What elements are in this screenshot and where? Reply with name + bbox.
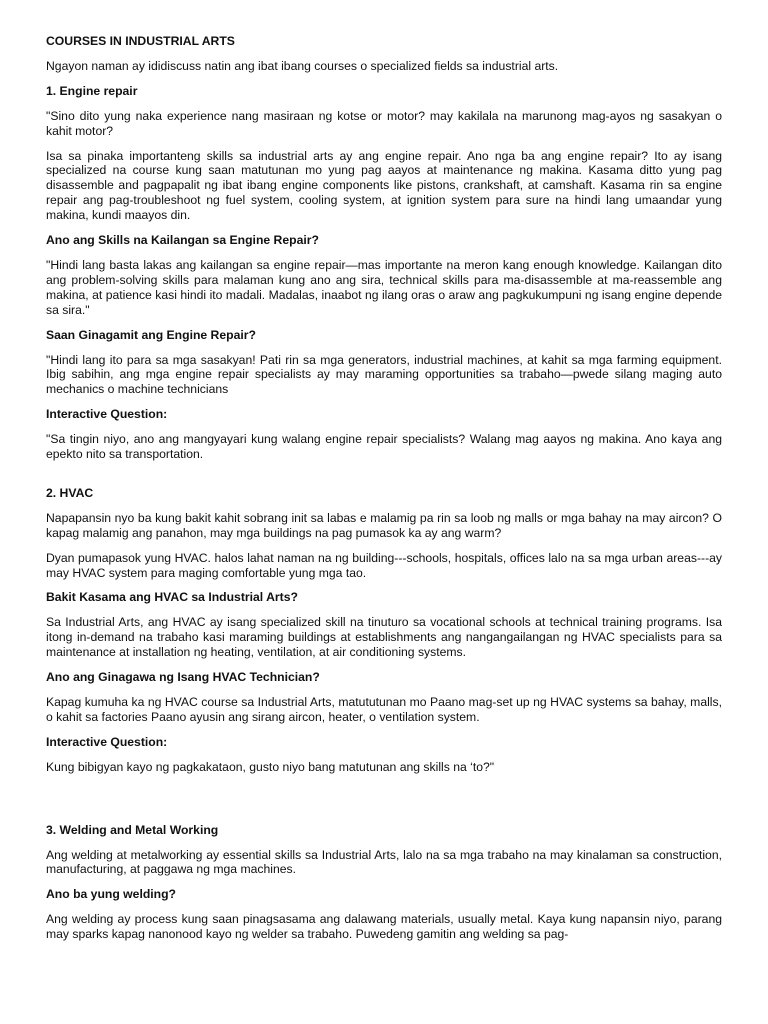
subheading-skills: Ano ang Skills na Kailangan sa Engine Repair? [46,233,319,248]
paragraph: Sa Industrial Arts, ang HVAC ay isang specialized skill na tinuturo sa vocational schools at technical training programs. Isa itong in-demand na trabaho kasi maraming buildings at establishments ang nangangailangan ng HVAC specialists para sa maintenance at installation ng heating, ventilation, at air conditioning systems. [46,615,722,660]
paragraph: Dyan pumapasok yung HVAC. halos lahat naman na ng building---schools, hospitals, offices lalo na sa mga urban areas---ay may HVAC system para maging comfortable yung mga tao. [46,550,722,580]
paragraph: "Hindi lang ito para sa mga sasakyan! Pati rin sa mga generators, industrial machines, at kahit sa mga farming equipment. Ibig sabihin, ang mga engine repair specialists ay may maraming opportunities sa trabaho—pwede silang maging auto mechanics o machine technicians [46,352,722,397]
paragraph: Ang welding ay process kung saan pinagsasama ang dalawang materials, usually metal. Kaya kung napansin niyo, parang may sparks kapag nanonood kayo ng welder sa trabaho. Puwedeng gamitin ang welding sa pag- [46,912,722,942]
section-heading-welding: 3. Welding and Metal Working [46,822,219,837]
subheading-interactive-question: Interactive Question: [46,734,168,749]
section-heading-engine-repair: 1. Engine repair [46,83,138,98]
paragraph: "Sino dito yung naka experience nang masiraan ng kotse or motor? may kakilala na marunong mag-ayos ng sasakyan o kahit motor? [46,108,722,138]
paragraph: Ang welding at metalworking ay essential skills sa Industrial Arts, lalo na sa mga trabaho na may kinalaman sa construction, manufacturing, at paggawa ng mga machines. [46,847,722,877]
intro-paragraph: Ngayon naman ay ididiscuss natin ang ibat ibang courses o specialized fields sa industrial arts. [46,58,559,73]
document-title: COURSES IN INDUSTRIAL ARTS [46,34,235,48]
paragraph: "Sa tingin niyo, ano ang mangyayari kung walang engine repair specialists? Walang mag aayos ng makina. Ano kaya ang epekto nito sa transportation. [46,432,722,462]
paragraph: "Hindi lang basta lakas ang kailangan sa engine repair—mas importante na meron kang enough knowledge. Kailangan dito ang problem-solving skills para malaman kung ano ang sira, technical skills para ma-disassemble at ma-reassemble ang makina, at patience kasi hindi ito madali. Madalas, inaabot ng ilang oras o araw ang pagkukumpuni ng isang engine depende sa sira." [46,257,722,317]
paragraph: Kapag kumuha ka ng HVAC course sa Industrial Arts, matututunan mo Paano mag-set up ng HVAC systems sa bahay, malls, o kahit sa factories Paano ayusin ang sirang aircon, heater, o ventilation system. [46,695,722,724]
subheading-where-used: Saan Ginagamit ang Engine Repair? [46,327,256,342]
section-heading-hvac: 2. HVAC [46,485,94,500]
paragraph: Napapansin nyo ba kung bakit kahit sobrang init sa labas e malamig pa rin sa loob ng malls or mga bahay na may aircon? O kapag malamig ang panahon, may mga buildings na pag pumasok ka ay ang warm? [46,510,722,540]
paragraph: Kung bibigyan kayo ng pagkakataon, gusto niyo bang matutunan ang skills na ‘to?" [46,759,495,774]
subheading-interactive-question: Interactive Question: [46,407,168,422]
subheading-hvac-technician: Ano ang Ginagawa ng Isang HVAC Technician? [46,670,320,685]
document-page [46,34,722,952]
paragraph: Isa sa pinaka importanteng skills sa industrial arts ay ang engine repair. Ano nga ba ang engine repair? Ito ay isang specialized na course kung saan matutunan mo yung pag aayos at maintenance ng makina. Kasama ditto yung pag disassemble and pagpapalit ng ibat ibang engine components like pistons, crankshaft, at camshaft. Kasama rin sa engine repair ang pag-troubleshoot ng fuel system, cooling system, at ignition system para sure na hindi lang umaandar yung makina, kundi maayos din. [46,148,722,223]
subheading-what-is-welding: Ano ba yung welding? [46,887,176,902]
subheading-why-hvac: Bakit Kasama ang HVAC sa Industrial Arts? [46,590,298,605]
